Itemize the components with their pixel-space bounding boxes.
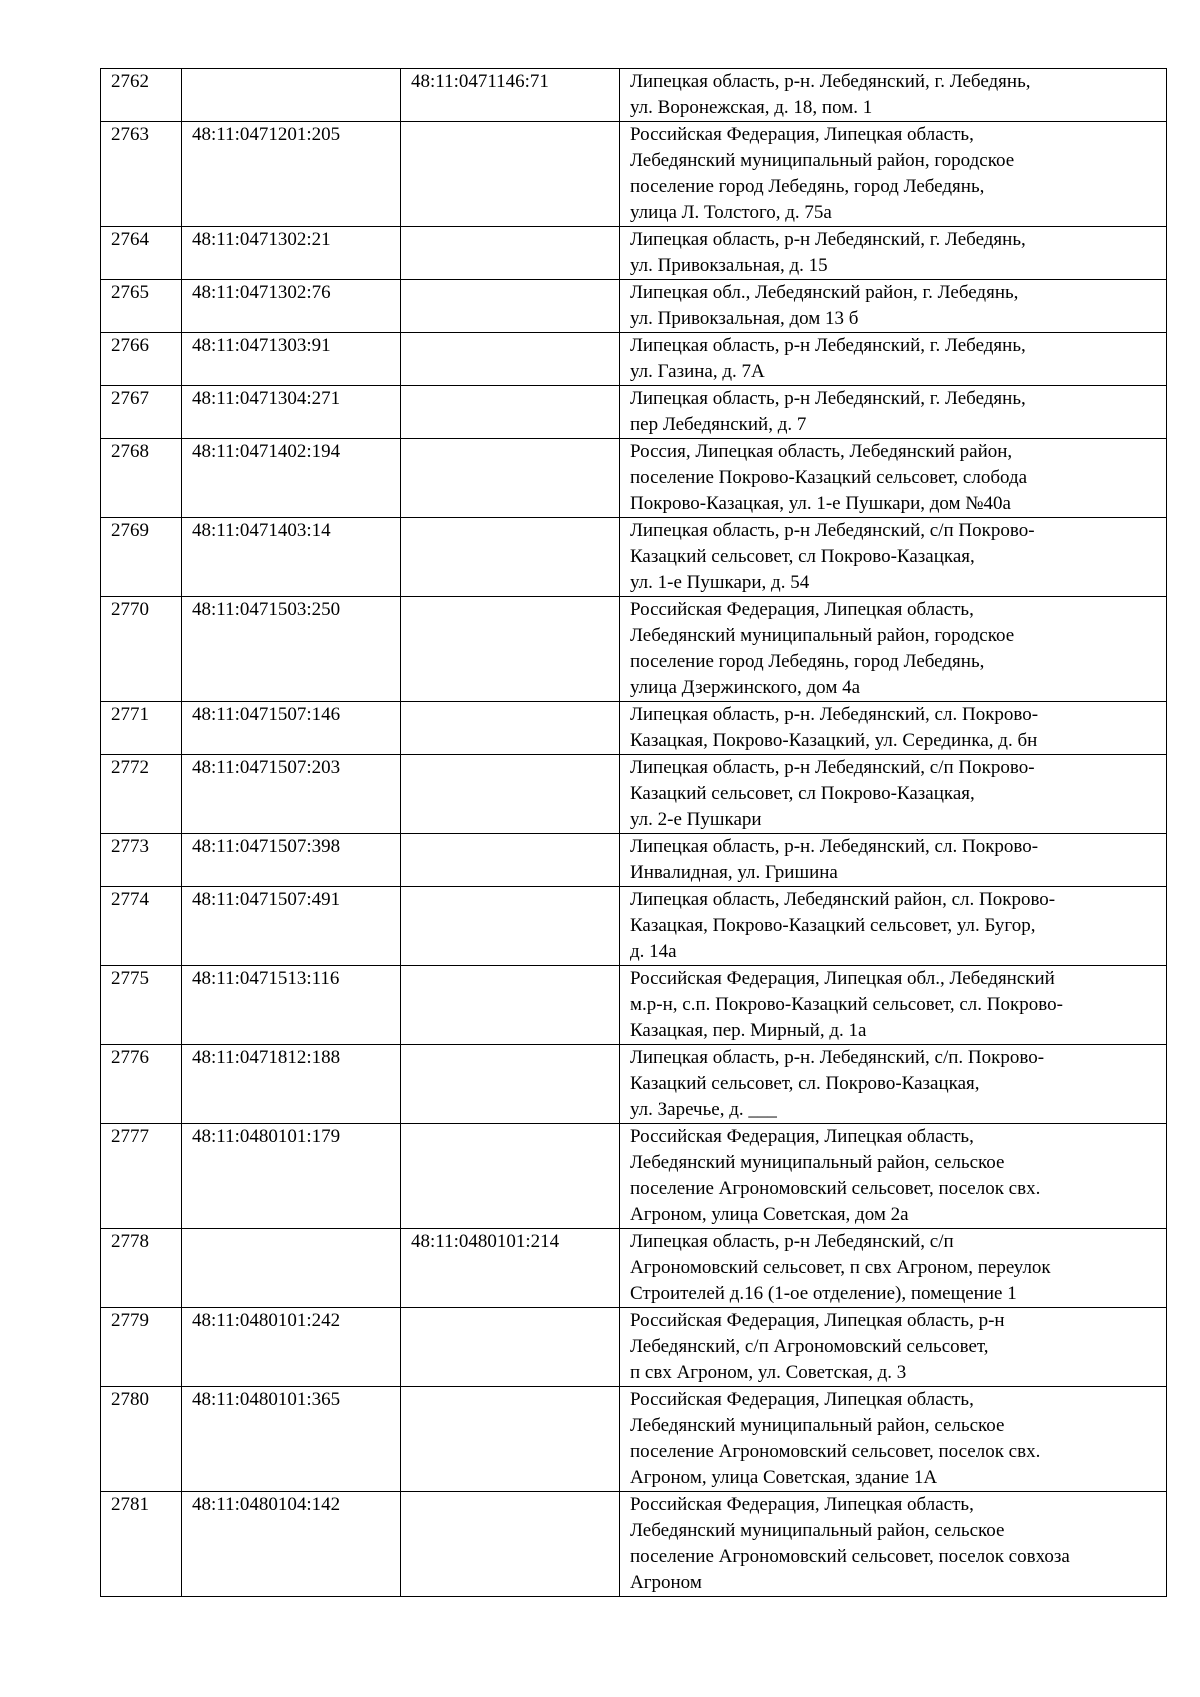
land-cadastral-number-cell: 48:11:0471201:205 [182, 122, 401, 227]
address-line: Российская Федерация, Липецкая область, [630, 1126, 974, 1147]
table-row [101, 1308, 1167, 1387]
address-line: поселение Агрономовский сельсовет, поселок свх. [630, 1178, 1041, 1199]
record-number-cell: 2780 [101, 1387, 182, 1492]
land-cadastral-number-cell: 48:11:0480104:142 [182, 1492, 401, 1597]
address-line: ул. 1-е Пушкари, д. 54 [630, 572, 810, 593]
registry-table [100, 68, 1167, 1597]
address-line: Агроном, улица Советская, здание 1А [630, 1467, 938, 1488]
object-cadastral-number-cell [401, 1308, 620, 1387]
address-cell [620, 966, 1167, 1045]
record-number-cell: 2764 [101, 227, 182, 280]
address-cell [620, 597, 1167, 702]
address-line: Липецкая область, р-н Лебедянский, г. Лебедянь, [630, 335, 1026, 356]
table-row [101, 834, 1167, 887]
object-cadastral-number-cell [401, 597, 620, 702]
table-row [101, 518, 1167, 597]
object-cadastral-number-cell: 48:11:0471146:71 [401, 69, 620, 122]
address-line: Липецкая область, р-н. Лебедянский, с/п. Покрово- [630, 1047, 1045, 1068]
address-cell [620, 1045, 1167, 1124]
address-line: Казацкий сельсовет, сл. Покрово-Казацкая, [630, 1073, 980, 1094]
address-line: Лебедянский муниципальный район, городское [630, 150, 1015, 171]
table-row [101, 966, 1167, 1045]
land-cadastral-number-cell: 48:11:0471302:21 [182, 227, 401, 280]
land-cadastral-number-cell: 48:11:0471507:146 [182, 702, 401, 755]
land-cadastral-number-cell [182, 1229, 401, 1308]
record-number-cell: 2775 [101, 966, 182, 1045]
record-number-cell: 2772 [101, 755, 182, 834]
address-line: поселение Покрово-Казацкий сельсовет, слобода [630, 467, 1028, 488]
address-cell [620, 227, 1167, 280]
record-number-cell: 2769 [101, 518, 182, 597]
registry-table-body [101, 69, 1167, 1597]
address-line: поселение город Лебедянь, город Лебедянь, [630, 651, 985, 672]
address-line: Лебедянский муниципальный район, сельское [630, 1152, 1005, 1173]
address-line: Липецкая область, р-н Лебедянский, г. Лебедянь, [630, 388, 1026, 409]
address-line: Покрово-Казацкая, ул. 1-е Пушкари, дом №40а [630, 493, 1011, 514]
land-cadastral-number-cell: 48:11:0471302:76 [182, 280, 401, 333]
address-line: Липецкая область, р-н Лебедянский, с/п [630, 1231, 954, 1252]
address-line: Российская Федерация, Липецкая область, р-н [630, 1310, 1005, 1331]
table-row [101, 1045, 1167, 1124]
object-cadastral-number-cell [401, 333, 620, 386]
object-cadastral-number-cell [401, 1124, 620, 1229]
record-number-cell: 2779 [101, 1308, 182, 1387]
table-row [101, 227, 1167, 280]
address-line: поселение город Лебедянь, город Лебедянь, [630, 176, 985, 197]
address-line: Липецкая область, Лебедянский район, сл. Покрово- [630, 889, 1056, 910]
address-line: поселение Агрономовский сельсовет, поселок свх. [630, 1441, 1041, 1462]
address-line: Липецкая область, р-н Лебедянский, с/п Покрово- [630, 520, 1035, 541]
object-cadastral-number-cell [401, 1492, 620, 1597]
land-cadastral-number-cell: 48:11:0471507:203 [182, 755, 401, 834]
address-cell [620, 122, 1167, 227]
address-cell [620, 1229, 1167, 1308]
object-cadastral-number-cell [401, 1045, 620, 1124]
land-cadastral-number-cell: 48:11:0471303:91 [182, 333, 401, 386]
land-cadastral-number-cell: 48:11:0471304:271 [182, 386, 401, 439]
record-number-cell: 2766 [101, 333, 182, 386]
address-line: Российская Федерация, Липецкая обл., Лебедянский [630, 968, 1055, 989]
table-row [101, 597, 1167, 702]
address-line: Агроном [630, 1572, 702, 1593]
address-line: ул. 2-е Пушкари [630, 809, 762, 830]
address-line: Лебедянский муниципальный район, сельское [630, 1520, 1005, 1541]
address-line: Липецкая область, р-н. Лебедянский, сл. Покрово- [630, 704, 1039, 725]
land-cadastral-number-cell: 48:11:0471507:398 [182, 834, 401, 887]
address-line: Казацкая, Покрово-Казацкий сельсовет, ул. Бугор, [630, 915, 1036, 936]
table-row [101, 1124, 1167, 1229]
address-line: ул. Привокзальная, д. 15 [630, 255, 828, 276]
address-line: ул. Привокзальная, дом 13 б [630, 308, 859, 329]
address-line: Лебедянский муниципальный район, городское [630, 625, 1015, 646]
object-cadastral-number-cell [401, 702, 620, 755]
record-number-cell: 2771 [101, 702, 182, 755]
land-cadastral-number-cell: 48:11:0471403:14 [182, 518, 401, 597]
address-line: Российская Федерация, Липецкая область, [630, 1389, 974, 1410]
address-line: пер Лебедянский, д. 7 [630, 414, 807, 435]
land-cadastral-number-cell: 48:11:0480101:179 [182, 1124, 401, 1229]
record-number-cell: 2778 [101, 1229, 182, 1308]
address-cell [620, 1124, 1167, 1229]
object-cadastral-number-cell [401, 518, 620, 597]
land-cadastral-number-cell: 48:11:0480101:242 [182, 1308, 401, 1387]
address-line: Липецкая область, р-н. Лебедянский, г. Лебедянь, [630, 71, 1031, 92]
address-line: Агрономовский сельсовет, п свх Агроном, переулок [630, 1257, 1051, 1278]
address-line: Российская Федерация, Липецкая область, [630, 124, 974, 145]
table-row [101, 1492, 1167, 1597]
address-line: Казацкий сельсовет, сл Покрово-Казацкая, [630, 546, 975, 567]
record-number-cell: 2774 [101, 887, 182, 966]
record-number-cell: 2773 [101, 834, 182, 887]
address-cell [620, 887, 1167, 966]
land-cadastral-number-cell: 48:11:0471513:116 [182, 966, 401, 1045]
address-cell [620, 280, 1167, 333]
table-row [101, 122, 1167, 227]
address-line: ул. Газина, д. 7А [630, 361, 765, 382]
address-line: м.р-н, с.п. Покрово-Казацкий сельсовет, сл. Покрово- [630, 994, 1063, 1015]
address-line: поселение Агрономовский сельсовет, поселок совхоза [630, 1546, 1070, 1567]
address-cell [620, 755, 1167, 834]
object-cadastral-number-cell [401, 755, 620, 834]
address-line: Лебедянский муниципальный район, сельское [630, 1415, 1005, 1436]
record-number-cell: 2768 [101, 439, 182, 518]
address-line: Российская Федерация, Липецкая область, [630, 1494, 974, 1515]
address-line: Липецкая область, р-н Лебедянский, с/п Покрово- [630, 757, 1035, 778]
record-number-cell: 2765 [101, 280, 182, 333]
record-number-cell: 2776 [101, 1045, 182, 1124]
address-line: улица Дзержинского, дом 4а [630, 677, 861, 698]
object-cadastral-number-cell [401, 834, 620, 887]
object-cadastral-number-cell [401, 439, 620, 518]
table-row [101, 887, 1167, 966]
address-line: Россия, Липецкая область, Лебедянский район, [630, 441, 1013, 462]
table-row [101, 386, 1167, 439]
address-cell [620, 834, 1167, 887]
address-line: ул. Заречье, д. ___ [630, 1099, 777, 1120]
address-cell [620, 333, 1167, 386]
address-line: Казацкая, пер. Мирный, д. 1а [630, 1020, 867, 1041]
address-line: д. 14а [630, 941, 677, 962]
object-cadastral-number-cell [401, 386, 620, 439]
table-row [101, 69, 1167, 122]
address-cell [620, 386, 1167, 439]
object-cadastral-number-cell: 48:11:0480101:214 [401, 1229, 620, 1308]
table-row [101, 333, 1167, 386]
object-cadastral-number-cell [401, 227, 620, 280]
address-cell [620, 439, 1167, 518]
record-number-cell: 2762 [101, 69, 182, 122]
address-cell [620, 1308, 1167, 1387]
address-line: Казацкий сельсовет, сл Покрово-Казацкая, [630, 783, 975, 804]
land-cadastral-number-cell [182, 69, 401, 122]
address-line: ул. Воронежская, д. 18, пом. 1 [630, 97, 873, 118]
object-cadastral-number-cell [401, 1387, 620, 1492]
address-line: Агроном, улица Советская, дом 2а [630, 1204, 909, 1225]
address-line: п свх Агроном, ул. Советская, д. 3 [630, 1362, 907, 1383]
table-row [101, 1387, 1167, 1492]
address-line: Лебедянский, с/п Агрономовский сельсовет, [630, 1336, 989, 1357]
object-cadastral-number-cell [401, 280, 620, 333]
table-row [101, 702, 1167, 755]
record-number-cell: 2763 [101, 122, 182, 227]
address-line: Российская Федерация, Липецкая область, [630, 599, 974, 620]
address-line: Казацкая, Покрово-Казацкий, ул. Серединка, д. бн [630, 730, 1038, 751]
address-cell [620, 1387, 1167, 1492]
table-row [101, 280, 1167, 333]
address-line: Инвалидная, ул. Гришина [630, 862, 838, 883]
address-line: Липецкая обл., Лебедянский район, г. Лебедянь, [630, 282, 1019, 303]
table-row [101, 1229, 1167, 1308]
land-cadastral-number-cell: 48:11:0480101:365 [182, 1387, 401, 1492]
address-line: Липецкая область, р-н. Лебедянский, сл. Покрово- [630, 836, 1039, 857]
land-cadastral-number-cell: 48:11:0471402:194 [182, 439, 401, 518]
land-cadastral-number-cell: 48:11:0471507:491 [182, 887, 401, 966]
record-number-cell: 2767 [101, 386, 182, 439]
record-number-cell: 2777 [101, 1124, 182, 1229]
address-line: улица Л. Толстого, д. 75а [630, 202, 832, 223]
address-cell [620, 1492, 1167, 1597]
address-cell [620, 702, 1167, 755]
object-cadastral-number-cell [401, 887, 620, 966]
address-line: Липецкая область, р-н Лебедянский, г. Лебедянь, [630, 229, 1026, 250]
object-cadastral-number-cell [401, 966, 620, 1045]
record-number-cell: 2770 [101, 597, 182, 702]
land-cadastral-number-cell: 48:11:0471812:188 [182, 1045, 401, 1124]
address-cell [620, 518, 1167, 597]
address-cell [620, 69, 1167, 122]
land-cadastral-number-cell: 48:11:0471503:250 [182, 597, 401, 702]
object-cadastral-number-cell [401, 122, 620, 227]
table-row [101, 439, 1167, 518]
table-row [101, 755, 1167, 834]
address-line: Строителей д.16 (1-ое отделение), помещение 1 [630, 1283, 1017, 1304]
record-number-cell: 2781 [101, 1492, 182, 1597]
